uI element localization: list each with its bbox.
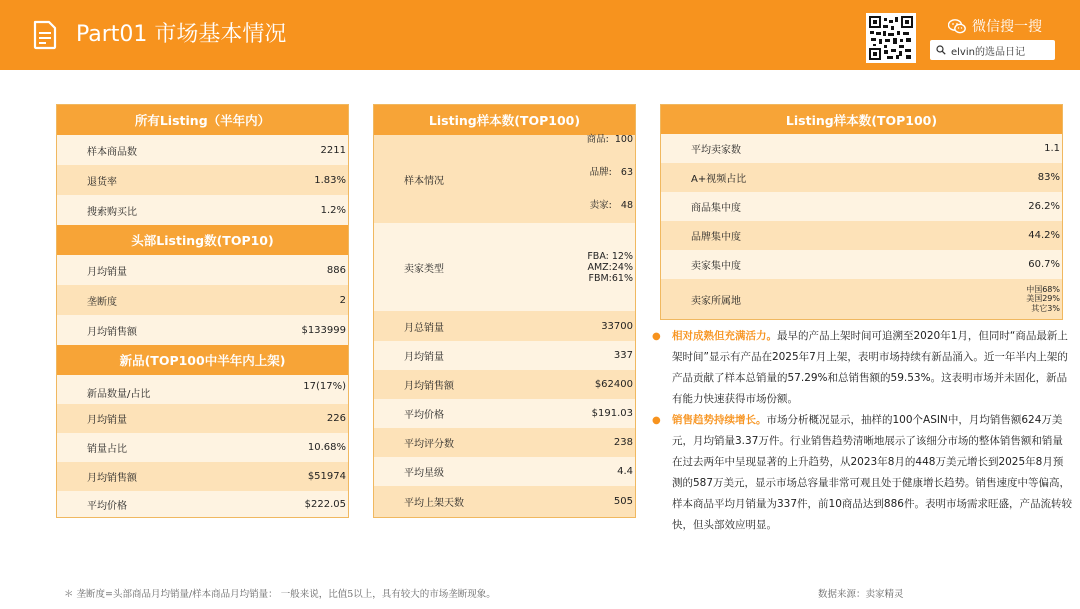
table-row: [57, 135, 348, 165]
origin-usa: 美国29%: [1026, 294, 1060, 304]
search-box[interactable]: [930, 40, 1055, 60]
origin-other: 其它3%: [1031, 303, 1060, 313]
row-value: 2: [339, 294, 346, 306]
left-table-title: 所有Listing（半年内）: [57, 105, 348, 135]
table-row: [661, 250, 1062, 279]
table-row: [374, 370, 635, 399]
row-label: 样本商品数: [87, 146, 137, 158]
row-label: 平均价格: [404, 410, 444, 421]
bullet-highlight: 销售趋势持续增长。: [672, 414, 767, 426]
table-row: [57, 165, 348, 195]
row-label: 商品集中度: [691, 203, 741, 214]
left-table: [56, 104, 349, 518]
row-label: 卖家类型: [404, 263, 444, 275]
row-value: $222.05: [304, 498, 346, 510]
bullet-highlight: 相对成熟但充满活力。: [672, 330, 777, 342]
table-row: [661, 192, 1062, 221]
qr-code-icon: [869, 16, 913, 60]
top10-section-title: 头部Listing数(TOP10): [57, 225, 348, 255]
new-products-section-title: 新品(TOP100中半年内上架): [57, 345, 348, 375]
row-label: A+视频占比: [691, 174, 747, 185]
search-text: elvin的选品日记: [951, 46, 1025, 58]
row-label: 卖家所属地: [691, 295, 741, 307]
document-icon: [32, 20, 58, 50]
table-row: [57, 491, 348, 517]
table-row: [374, 341, 635, 370]
search-icon: [936, 45, 946, 55]
table-row: [661, 134, 1062, 163]
row-label: 垄断度: [87, 296, 117, 308]
table-row: [57, 255, 348, 285]
table-row: [374, 399, 635, 428]
row-value: 238: [613, 437, 633, 448]
row-value: $62400: [594, 379, 633, 390]
table-row: [374, 135, 635, 223]
bullet-text: 市场分析概况显示，抽样的100个ASIN中，月均销售额624万美元，月均销量3.37万件。行业销售趋势清晰地展示了该细分市场的整体销售额和销量在过去两年中呈现显著的上升趋势，从2023年8月的448万美元增长到2025年8月预测的587万美元，显示市场总容量非常可观且处于健康增长趋势。销售速度中等偏高，样本商品平均月销量为337件，前10商品达到886件。表明市场需求旺盛，产品流转较快，但头部效应明显。: [672, 414, 1072, 531]
row-value: 505: [613, 496, 633, 507]
row-label: 平均星级: [404, 468, 444, 479]
middle-table-title: Listing样本数(TOP100): [374, 105, 635, 135]
table-row: [57, 404, 348, 433]
row-value: 1.1: [1044, 143, 1060, 154]
row-label: 卖家集中度: [691, 261, 741, 272]
row-label: 搜索购买比: [87, 206, 137, 218]
bullet-item: [650, 326, 1072, 410]
row-label: 月总销量: [404, 322, 444, 334]
row-value: 33700: [601, 320, 633, 332]
row-value: 17(17%): [303, 381, 346, 392]
row-value: 26.2%: [1028, 201, 1060, 212]
row-value: 60.7%: [1028, 259, 1060, 270]
row-label: 月均销售额: [87, 326, 137, 338]
row-label: 退货率: [87, 176, 117, 188]
seller-type-fba: FBA: 12%: [587, 250, 633, 262]
row-value: 83%: [1037, 172, 1060, 183]
sample-value-goods: 商品: 100: [586, 133, 633, 145]
row-label: 平均上架天数: [404, 498, 464, 509]
row-value: 4.4: [617, 466, 633, 477]
row-label: 品牌集中度: [691, 232, 741, 243]
footnote: ＊ 垄断度=头部商品月均销量/样本商品月均销量： 一般来说，比值5以上，具有较大的市场垄断现象。: [64, 589, 496, 600]
row-label: 平均价格: [87, 500, 127, 512]
seller-type-amz: AMZ:24%: [587, 261, 633, 273]
page-title: Part01 市场基本情况: [76, 22, 287, 47]
sample-value-brands: 品牌: 63: [589, 166, 633, 178]
row-label: 平均卖家数: [691, 145, 741, 156]
table-row: [374, 223, 635, 311]
qr-code: [866, 13, 916, 63]
row-value: 886: [326, 264, 346, 276]
row-label: 样本情况: [404, 175, 444, 187]
sample-value-sellers: 卖家: 48: [589, 199, 633, 211]
bullet-item: [650, 410, 1072, 536]
table-row: [661, 163, 1062, 192]
row-value: 44.2%: [1028, 230, 1060, 241]
bullet-text: 最早的产品上架时间可追溯至2020年1月，但同时“商品最新上架时间”显示有产品在2025年7月上架，表明市场持续有新品涌入。近一年半内上架的产品贡献了样本总销量的57.29%和总销售额的59.53%。这表明市场并未固化，新品有能力快速获得市场份额。: [672, 330, 1068, 405]
origin-values: [1026, 285, 1062, 314]
row-label: 新品数量/占比: [87, 389, 151, 400]
row-label: 月均销量: [87, 266, 127, 278]
row-label: 月均销量: [87, 415, 127, 426]
row-value: 226: [326, 413, 346, 424]
bullet-dot-icon: ●: [652, 415, 661, 426]
table-row: [57, 375, 348, 404]
right-table: [660, 104, 1063, 320]
table-row: [57, 462, 348, 491]
table-row: [661, 221, 1062, 250]
table-row: [374, 428, 635, 457]
row-value: 337: [613, 350, 633, 361]
row-value: 10.68%: [307, 442, 346, 453]
row-value: 1.83%: [314, 174, 346, 186]
table-row: [374, 311, 635, 341]
table-row: [374, 457, 635, 486]
table-row: [57, 285, 348, 315]
row-value: 2211: [320, 144, 346, 156]
table-row: [661, 279, 1062, 319]
table-row: [57, 195, 348, 225]
seller-type-fbm: FBM:61%: [588, 272, 633, 284]
data-source: 数据来源：卖家精灵: [818, 589, 904, 600]
row-value: $191.03: [591, 408, 633, 419]
row-label: 月均销售额: [87, 473, 137, 484]
row-label: 销量占比: [87, 444, 127, 455]
row-value: 1.2%: [320, 204, 346, 216]
table-row: [57, 315, 348, 345]
row-value: $51974: [307, 471, 346, 482]
row-label: 平均评分数: [404, 439, 454, 450]
table-row: [57, 433, 348, 462]
row-value: $133999: [301, 324, 346, 336]
seller-type-values: [587, 251, 635, 284]
row-label: 月均销售额: [404, 381, 454, 392]
wechat-icon: [948, 19, 966, 34]
header-bar: [0, 0, 1080, 70]
origin-china: 中国68%: [1026, 284, 1060, 294]
analysis-bullets: [650, 326, 1072, 536]
table-row: [374, 486, 635, 517]
wechat-label-text: 微信搜一搜: [972, 19, 1042, 35]
row-label: 月均销量: [404, 352, 444, 363]
sample-values: [587, 112, 635, 233]
right-table-title: Listing样本数(TOP100): [661, 105, 1062, 134]
middle-table: [373, 104, 636, 518]
bullet-dot-icon: ●: [652, 331, 661, 342]
wechat-search-label: [948, 15, 1042, 37]
